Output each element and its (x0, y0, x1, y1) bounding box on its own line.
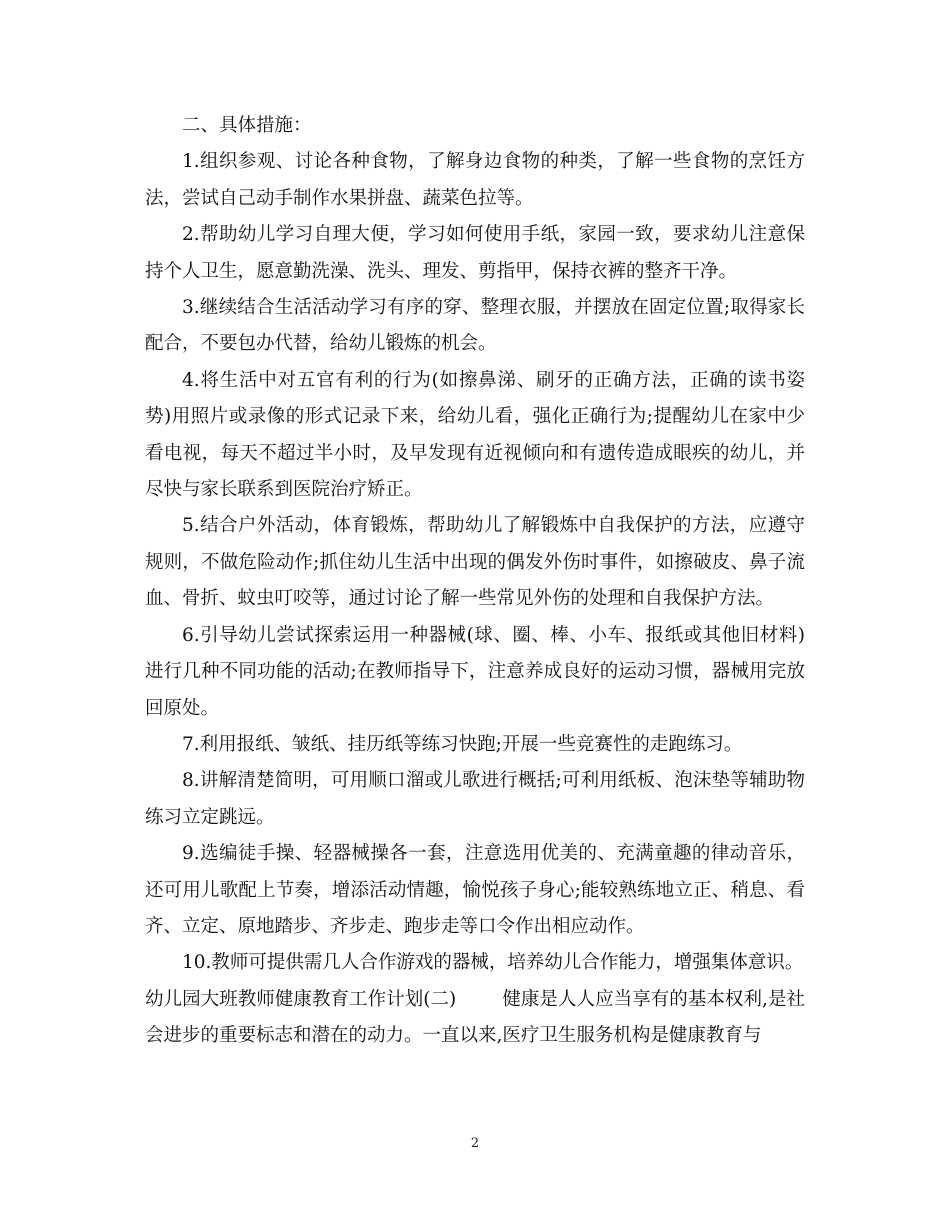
page-number: 2 (470, 1136, 480, 1151)
document-body (145, 108, 805, 1055)
measure-item-2: 2.帮助幼儿学习自理大便，学习如何使用手纸，家园一致，要求幼儿注意保持个人卫生，愿意勤洗澡、洗头、理发、剪指甲，保持衣裤的整齐干净。 (145, 224, 805, 282)
measure-item-9: 9.选编徒手操、轻器械操各一套，注意选用优美的、充满童趣的律动音乐，还可用儿歌配上节奏，增添活动情趣，愉悦孩子身心;能较熟练地立正、稍息、看齐、立定、原地踏步、齐步走、跑步走等口令作出相应动作。 (145, 843, 805, 937)
section-subheading: 二、具体措施： (182, 115, 312, 136)
section-intro-paragraph (145, 982, 805, 1055)
measure-item-1: 1.组织参观、讨论各种食物，了解身边食物的种类，了解一些食物的烹饪方法，尝试自己动手制作水果拼盘、蔬菜色拉等。 (145, 151, 805, 209)
measure-item-3: 3.继续结合生活活动学习有序的穿、整理衣服，并摆放在固定位置;取得家长配合，不要包办代替，给幼儿锻炼的机会。 (145, 297, 805, 355)
section-heading: 幼儿园大班教师健康教育工作计划(二) (145, 988, 457, 1010)
measure-item-5: 5.结合户外活动，体育锻炼，帮助幼儿了解锻炼中自我保护的方法，应遵守规则，不做危险动作;抓住幼儿生活中出现的偶发外伤时事件，如擦破皮、鼻子流血、骨折、蚊虫叮咬等，通过讨论了解一些常见外伤的处理和自我保护方法。 (145, 515, 805, 610)
measure-item-8: 8.讲解清楚简明，可用顺口溜或儿歌进行概括;可利用纸板、泡沫垫等辅助物练习立定跳远。 (145, 770, 805, 828)
measure-item-6: 6.引导幼儿尝试探索运用一种器械(球、圈、棒、小车、报纸或其他旧材料)进行几种不同功能的活动;在教师指导下，注意养成良好的运动习惯，器械用完放回原处。 (145, 624, 805, 719)
measure-item-4: 4.将生活中对五官有利的行为(如擦鼻涕、刷牙的正确方法，正确的读书姿势)用照片或录像的形式记录下来，给幼儿看，强化正确行为;提醒幼儿在家中少看电视，每天不超过半小时，及早发现有近视倾向和有遗传造成眼疾的幼儿，并尽快与家长联系到医院治疗矫正。 (145, 369, 805, 501)
measure-item-7: 7.利用报纸、皱纸、挂历纸等练习快跑;开展一些竞赛性的走跑练习。 (182, 733, 743, 755)
section-body-text: 健康是人人应当享有的基本权利,是社会进步的重要标志和潜在的动力。一直以来,医疗卫生服务机构是健康教育与 (145, 988, 805, 1047)
measure-item-10: 10.教师可提供需几人合作游戏的器械，培养幼儿合作能力，增强集体意识。 (182, 952, 804, 974)
